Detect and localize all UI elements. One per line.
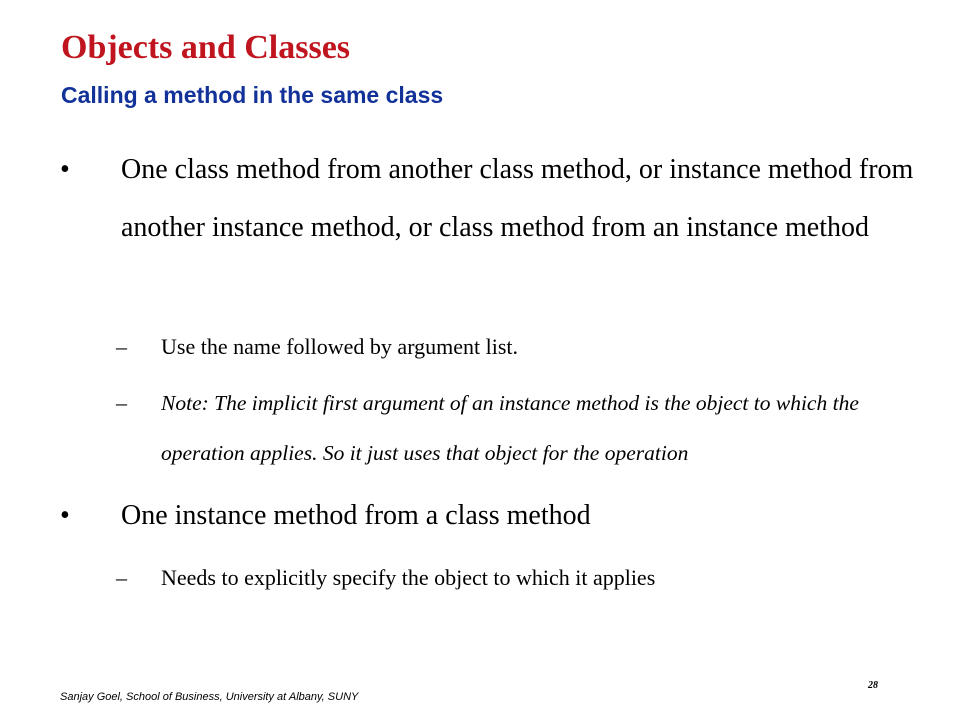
bullet-marker: • (60, 500, 70, 531)
sub-bullet-note: Note: The implicit first argument of an instance method is the object to which the operation applies. So it just uses that object for the operation (161, 391, 859, 465)
dash-marker: – (116, 565, 127, 590)
dash-marker: – (116, 334, 127, 359)
sub-bullet-text: Use the name followed by argument list. (161, 334, 519, 359)
dash-marker: – (116, 390, 127, 415)
footer-credit: Sanjay Goel, School of Business, University at Albany, SUNY (60, 691, 359, 703)
bullet-text: One class method from another class method, or instance method from another instance method, or class method from an instance method (121, 154, 914, 243)
page-number: 28 (868, 680, 878, 691)
bullet-marker: • (60, 154, 70, 185)
bullet-text: One instance method from a class method (121, 500, 591, 531)
slide-title: Objects and Classes (61, 29, 351, 66)
sub-bullet-text: Needs to explicitly specify the object to which it applies (161, 565, 656, 590)
slide-subtitle: Calling a method in the same class (61, 82, 444, 108)
